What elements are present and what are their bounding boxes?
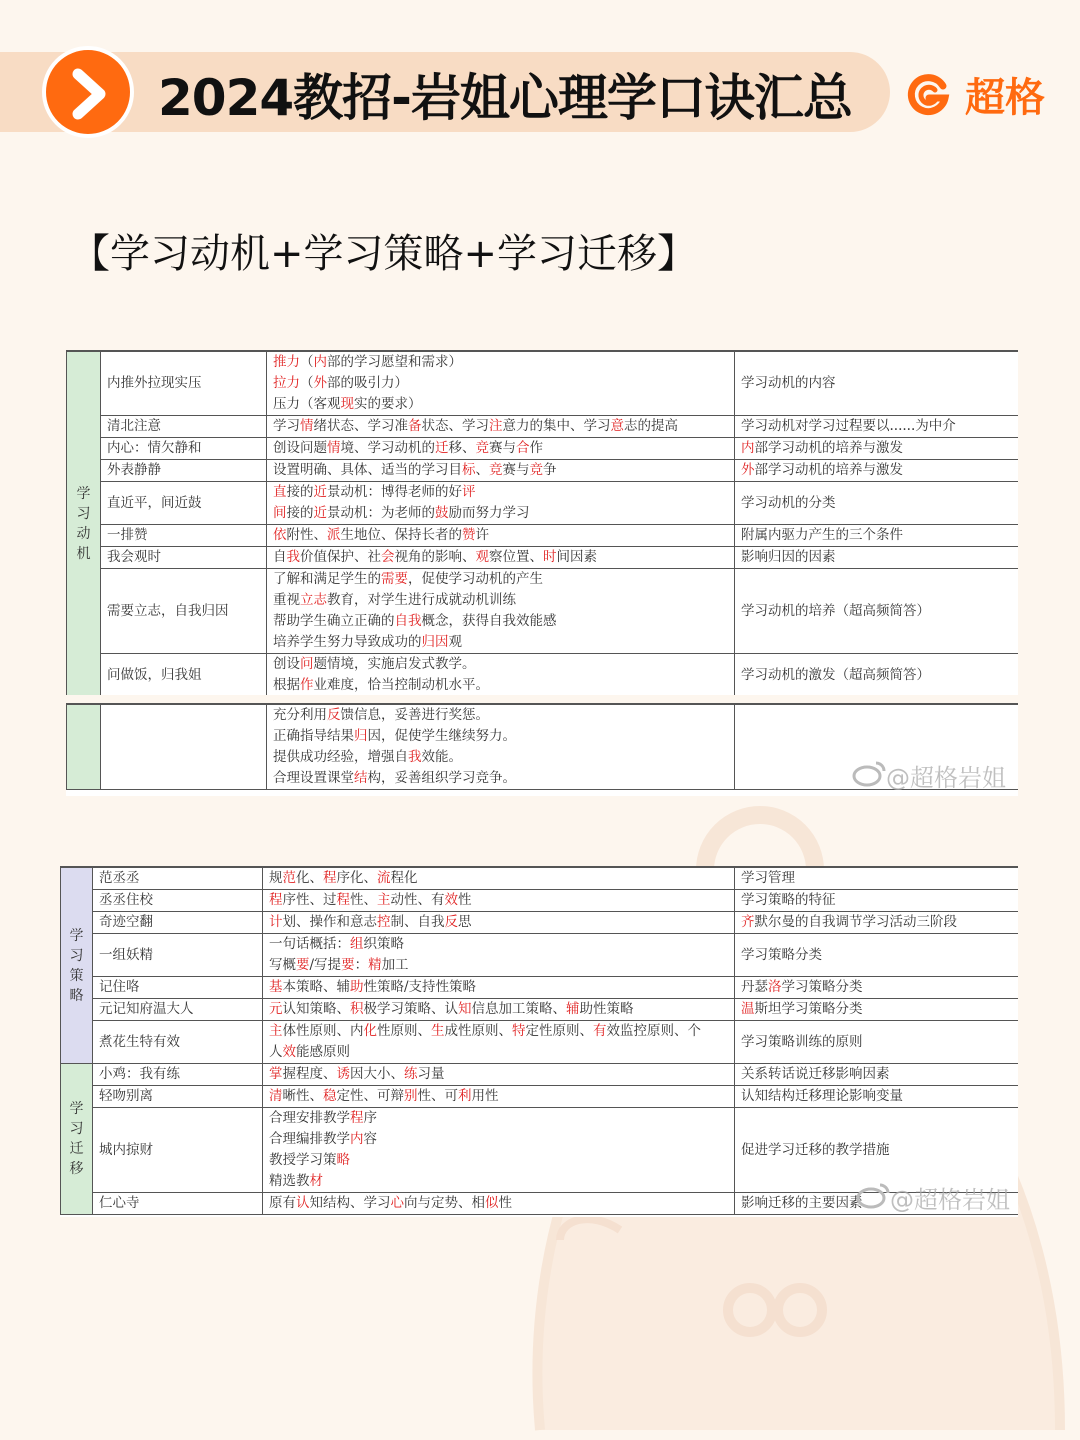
content-cell: 设置明确、具体、适当的学习目标、竞赛与竞争 <box>267 460 735 482</box>
mnemonic-cell: 外表静静 <box>101 460 267 482</box>
category-cell: 学 习 策 略 <box>61 868 93 1064</box>
content-cell: 清晰性、稳定性、可辩别性、可利用性 <box>263 1086 735 1108</box>
topic-cell: 学习动机的激发（超高频简答） <box>735 654 1019 696</box>
content-cell: 原有认知结构、学习心向与定势、相似性 <box>263 1193 735 1215</box>
table-row <box>61 977 1019 999</box>
topic-cell: 影响迁移的主要因素 <box>735 1193 1019 1215</box>
topic-cell: 内部学习动机的培养与激发 <box>735 438 1019 460</box>
content-cell: 元认知策略、积极学习策略、认知信息加工策略、辅助性策略 <box>263 999 735 1021</box>
category-cell: 学 习 动 机 <box>67 352 101 696</box>
topic-cell: 学习管理 <box>735 868 1019 890</box>
content-cell: 充分利用反馈信息，妥善进行奖惩。 正确指导结果归因，促使学生继续努力。 提供成功经验，增强自我效能。 合理设置课堂结构，妥善组织学习竞争。 <box>267 705 735 790</box>
content-cell: 直接的近景动机：博得老师的好评 间接的近景动机：为老师的鼓励而努力学习 <box>267 482 735 525</box>
mnemonic-cell: 记住咯 <box>93 977 263 999</box>
table-row <box>67 482 1019 525</box>
content-cell: 规范化、程序化、流程化 <box>263 868 735 890</box>
table-row <box>61 1108 1019 1193</box>
section-title: 【学习动机+学习策略+学习迁移】 <box>70 231 698 277</box>
table-row <box>61 890 1019 912</box>
mnemonic-cell: 清北注意 <box>101 416 267 438</box>
topic-cell: 温斯坦学习策略分类 <box>735 999 1019 1021</box>
topic-cell: 关系转话说迁移影响因素 <box>735 1064 1019 1086</box>
table-row <box>61 999 1019 1021</box>
mnemonic-cell: 内推外拉现实压 <box>101 352 267 416</box>
table-row <box>61 1064 1019 1086</box>
brand-logo <box>905 66 1065 126</box>
table-row <box>61 912 1019 934</box>
mnemonic-cell: 丞丞住校 <box>93 890 263 912</box>
mnemonic-cell: 直近平，间近鼓 <box>101 482 267 525</box>
topic-cell: 学习动机对学习过程要以......为中介 <box>735 416 1019 438</box>
weibo-icon <box>852 760 886 788</box>
table-row <box>61 868 1019 890</box>
content-cell: 学习情绪状态、学习准备状态、学习注意力的集中、学习意志的提高 <box>267 416 735 438</box>
brand-g-icon <box>905 72 951 118</box>
watermark-2: @超格岩姐 <box>890 1186 1010 1214</box>
topic-cell: 学习动机的内容 <box>735 352 1019 416</box>
brand-name: 超格 <box>965 75 1045 121</box>
table-row <box>67 569 1019 654</box>
table-row <box>67 416 1019 438</box>
mnemonic-cell: 城内掠财 <box>93 1108 263 1193</box>
mnemonic-cell: 需要立志，自我归因 <box>101 569 267 654</box>
mnemonic-cell: 轻吻别离 <box>93 1086 263 1108</box>
mnemonic-cell: 仁心寺 <box>93 1193 263 1215</box>
content-cell: 了解和满足学生的需要，促使学习动机的产生 重视立志教育，对学生进行成就动机训练 帮助学生确立正确的自我概念，获得自我效能感 培养学生努力导致成功的归因观 <box>267 569 735 654</box>
content-cell: 计划、操作和意志控制、自我反思 <box>263 912 735 934</box>
mnemonic-cell: 内心：情欠静和 <box>101 438 267 460</box>
topic-cell: 认知结构迁移理论影响变量 <box>735 1086 1019 1108</box>
page-title: 2024教招-岩姐心理学口诀汇总 <box>158 69 852 127</box>
mnemonic-cell: 一排赞 <box>101 525 267 547</box>
content-cell: 基本策略、辅助性策略/支持性策略 <box>263 977 735 999</box>
mnemonic-cell <box>101 705 267 790</box>
table-row <box>67 460 1019 482</box>
mnemonic-cell: 小鸡：我有练 <box>93 1064 263 1086</box>
category-cell: 学 习 迁 移 <box>61 1064 93 1215</box>
motivation-table <box>66 350 1018 695</box>
mnemonic-cell: 元记知府温大人 <box>93 999 263 1021</box>
arrow-badge <box>42 46 134 138</box>
table-row <box>67 352 1019 416</box>
content-cell: 掌握程度、诱因大小、练习量 <box>263 1064 735 1086</box>
weibo-icon <box>856 1182 890 1210</box>
category-cell <box>67 705 101 790</box>
table-row <box>67 525 1019 547</box>
mnemonic-cell: 范丞丞 <box>93 868 263 890</box>
topic-cell: 外部学习动机的培养与激发 <box>735 460 1019 482</box>
content-cell: 创设问题情境、学习动机的迁移、竞赛与合作 <box>267 438 735 460</box>
topic-cell: 学习策略的特征 <box>735 890 1019 912</box>
chevron-right-icon <box>68 68 112 120</box>
content-cell: 程序性、过程性、主动性、有效性 <box>263 890 735 912</box>
mnemonic-cell: 奇迹空翻 <box>93 912 263 934</box>
mnemonic-cell: 我会观时 <box>101 547 267 569</box>
mnemonic-cell: 煮花生特有效 <box>93 1021 263 1064</box>
content-cell: 主体性原则、内化性原则、生成性原则、特定性原则、有效监控原则、个 人效能感原则 <box>263 1021 735 1064</box>
mnemonic-cell: 问做饭，归我姐 <box>101 654 267 696</box>
topic-cell: 影响归因的因素 <box>735 547 1019 569</box>
content-cell: 合理安排教学程序 合理编排教学内容 教授学习策略 精选教材 <box>263 1108 735 1193</box>
table-row <box>61 934 1019 977</box>
table-row <box>61 1086 1019 1108</box>
topic-cell: 学习动机的培养（超高频简答） <box>735 569 1019 654</box>
topic-cell: 学习策略训练的原则 <box>735 1021 1019 1064</box>
table-row <box>67 654 1019 696</box>
topic-cell: 齐默尔曼的自我调节学习活动三阶段 <box>735 912 1019 934</box>
topic-cell: 学习策略分类 <box>735 934 1019 977</box>
content-cell: 创设问题情境，实施启发式教学。 根据作业难度，恰当控制动机水平。 <box>267 654 735 696</box>
topic-cell: 附属内驱力产生的三个条件 <box>735 525 1019 547</box>
topic-cell: 促进学习迁移的教学措施 <box>735 1108 1019 1193</box>
topic-cell: 丹瑟洛学习策略分类 <box>735 977 1019 999</box>
watermark: @超格岩姐 <box>886 764 1006 792</box>
strategy-transfer-table <box>60 866 1018 1217</box>
table-row <box>67 438 1019 460</box>
content-cell: 自我价值保护、社会视角的影响、观察位置、时间因素 <box>267 547 735 569</box>
content-cell: 依附性、派生地位、保持长者的赞许 <box>267 525 735 547</box>
mnemonic-cell: 一组妖精 <box>93 934 263 977</box>
table-row <box>67 547 1019 569</box>
table-row <box>61 1021 1019 1064</box>
content-cell: 一句话概括：组织策略 写概要/写提要：精加工 <box>263 934 735 977</box>
content-cell: 推力（内部的学习愿望和需求） 拉力（外部的吸引力） 压力（客观现实的要求） <box>267 352 735 416</box>
topic-cell: 学习动机的分类 <box>735 482 1019 525</box>
